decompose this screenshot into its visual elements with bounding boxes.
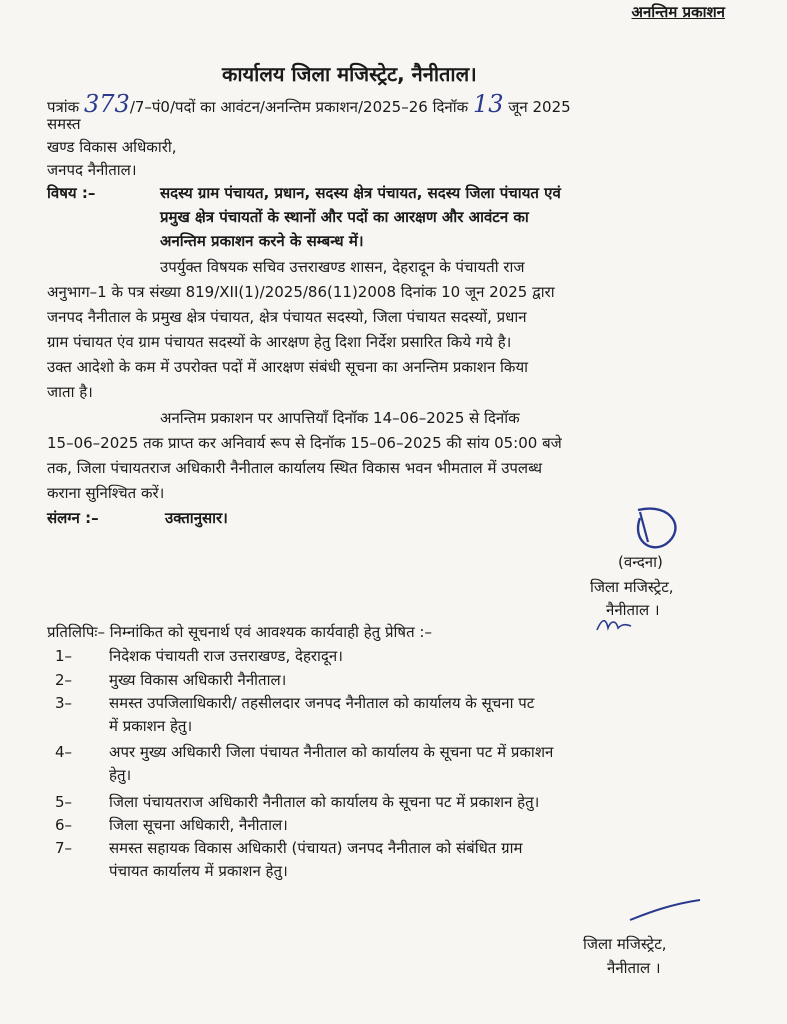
para1-line6: जाता है।	[47, 383, 93, 401]
addressee-line2: खण्ड विकास अधिकारी,	[47, 138, 177, 156]
copy-item-number: 3–	[55, 694, 73, 712]
copy-item-number: 4–	[55, 743, 73, 761]
copy-item-5	[55, 792, 539, 812]
ref-rest: /7–पं0/पदों का आवंटन/अनन्तिम प्रकाशन/2025–26 दिनॉक	[129, 98, 469, 116]
copy-item-text: जिला सूचना अधिकारी, नैनीताल।	[109, 816, 288, 834]
reference-line	[47, 90, 571, 118]
signature-mark	[618, 500, 688, 552]
copy-item-3-cont: में प्रकाशन हेतु।	[109, 717, 193, 735]
ref-month-year: जून 2025	[508, 98, 571, 116]
enclosure-value: उक्तानुसार।	[165, 509, 228, 527]
para1-line2: अनुभाग–1 के पत्र संख्या 819/XII(1)/2025/86(11)2008 दिनांक 10 जून 2025 द्वारा	[47, 283, 555, 301]
subject-line3: अनन्तिम प्रकाशन करने के सम्बन्ध में।	[160, 232, 364, 250]
addressee-line3: जनपद नैनीताल।	[47, 161, 137, 179]
addressee-line1: समस्त	[47, 115, 81, 133]
copy-item-text: जिला पंचायतराज अधिकारी नैनीताल को कार्यालय के सूचना पट में प्रकाशन हेतु।	[109, 793, 540, 811]
copy-item-number: 5–	[55, 793, 73, 811]
copy-item-number: 2–	[55, 671, 73, 689]
subject-label: विषय :–	[47, 184, 96, 202]
ref-prefix: पत्रांक	[47, 98, 80, 116]
copy-item-text: समस्त सहायक विकास अधिकारी (पंचायत) जनपद नैनीताल को संबंधित ग्राम	[109, 839, 523, 857]
signatory-designation: जिला मजिस्ट्रेट,	[590, 578, 674, 596]
copy-item-4-cont: हेतु।	[109, 766, 132, 784]
para2-line2: 15–06–2025 तक प्राप्त कर अनिवार्य रूप से दिनॉक 15–06–2025 की सांय 05:00 बजे	[47, 434, 562, 452]
initials-mark	[594, 614, 634, 636]
copy-item-number: 1–	[55, 647, 73, 665]
subject-line1: सदस्य ग्राम पंचायत, प्रधान, सदस्य क्षेत्र पंचायत, सदस्य जिला पंचायत एवं	[160, 184, 561, 202]
copy-item-2	[55, 670, 286, 690]
para1-line4: ग्राम पंचायत एंव ग्राम पंचायत सदस्यों के आरक्षण हेतु दिशा निर्देश प्रसारित किये गये है।	[47, 333, 512, 351]
ref-day-handwritten: 13	[472, 90, 504, 118]
enclosure-label: संलग्न :–	[47, 509, 99, 527]
copy-item-7	[55, 838, 522, 858]
copy-item-text: अपर मुख्य अधिकारी जिला पंचायत नैनीताल को कार्यालय के सूचना पट में प्रकाशन	[109, 743, 554, 761]
para2-line3: तक, जिला पंचायतराज अधिकारी नैनीताल कार्यालय स्थित विकास भवन भीमताल में उपलब्ध	[47, 459, 543, 477]
copy-item-3	[55, 693, 534, 713]
copy-item-text: मुख्य विकास अधिकारी नैनीताल।	[109, 671, 287, 689]
para1-line1: उपर्युक्त विषयक सचिव उत्तराखण्ड शासन, देहरादून के पंचायती राज	[160, 258, 525, 276]
footer-signature-mark	[626, 896, 706, 926]
office-heading: कार्यालय जिला मजिस्ट्रेट, नैनीताल।	[222, 62, 477, 86]
copy-item-7-cont: पंचायत कार्यालय में प्रकाशन हेतु।	[109, 862, 288, 880]
footer-designation: जिला मजिस्ट्रेट,	[583, 935, 667, 953]
copy-item-text: समस्त उपजिलाधिकारी/ तहसीलदार जनपद नैनीताल को कार्यालय के सूचना पट	[109, 694, 535, 712]
signatory-place: नैनीताल ।	[606, 601, 660, 619]
provisional-tag: अनन्तिम प्रकाशन	[631, 3, 725, 21]
copy-intro: प्रतिलिपिः– निम्नांकित को सूचनार्थ एवं आवश्यक कार्यवाही हेतु प्रेषित :–	[47, 623, 432, 641]
copy-item-number: 7–	[55, 839, 73, 857]
copy-item-number: 6–	[55, 816, 73, 834]
copy-item-4	[55, 742, 553, 762]
copy-item-6	[55, 815, 288, 835]
para1-line5: उक्त आदेशो के कम में उपरोक्त पदों में आरक्षण संबंधी सूचना का अनन्तिम प्रकाशन किया	[47, 358, 529, 376]
para1-line3: जनपद नैनीताल के प्रमुख क्षेत्र पंचायत, क्षेत्र पंचायत सदस्यो, जिला पंचायत सदस्यों, प्रधान	[47, 308, 527, 326]
ref-number-handwritten: 373	[84, 90, 130, 118]
copy-item-text: निदेशक पंचायती राज उत्तराखण्ड, देहरादून।	[109, 647, 343, 665]
signatory-name: (वन्दना)	[618, 553, 663, 571]
copy-item-1	[55, 646, 343, 666]
para2-line1: अनन्तिम प्रकाशन पर आपत्तियॉं दिनॉक 14–06–2025 से दिनॉक	[160, 409, 520, 427]
footer-place: नैनीताल ।	[607, 959, 661, 977]
para2-line4: कराना सुनिश्चित करें।	[47, 484, 165, 502]
subject-line2: प्रमुख क्षेत्र पंचायतों के स्थानों और पदों का आरक्षण और आवंटन का	[160, 208, 529, 226]
